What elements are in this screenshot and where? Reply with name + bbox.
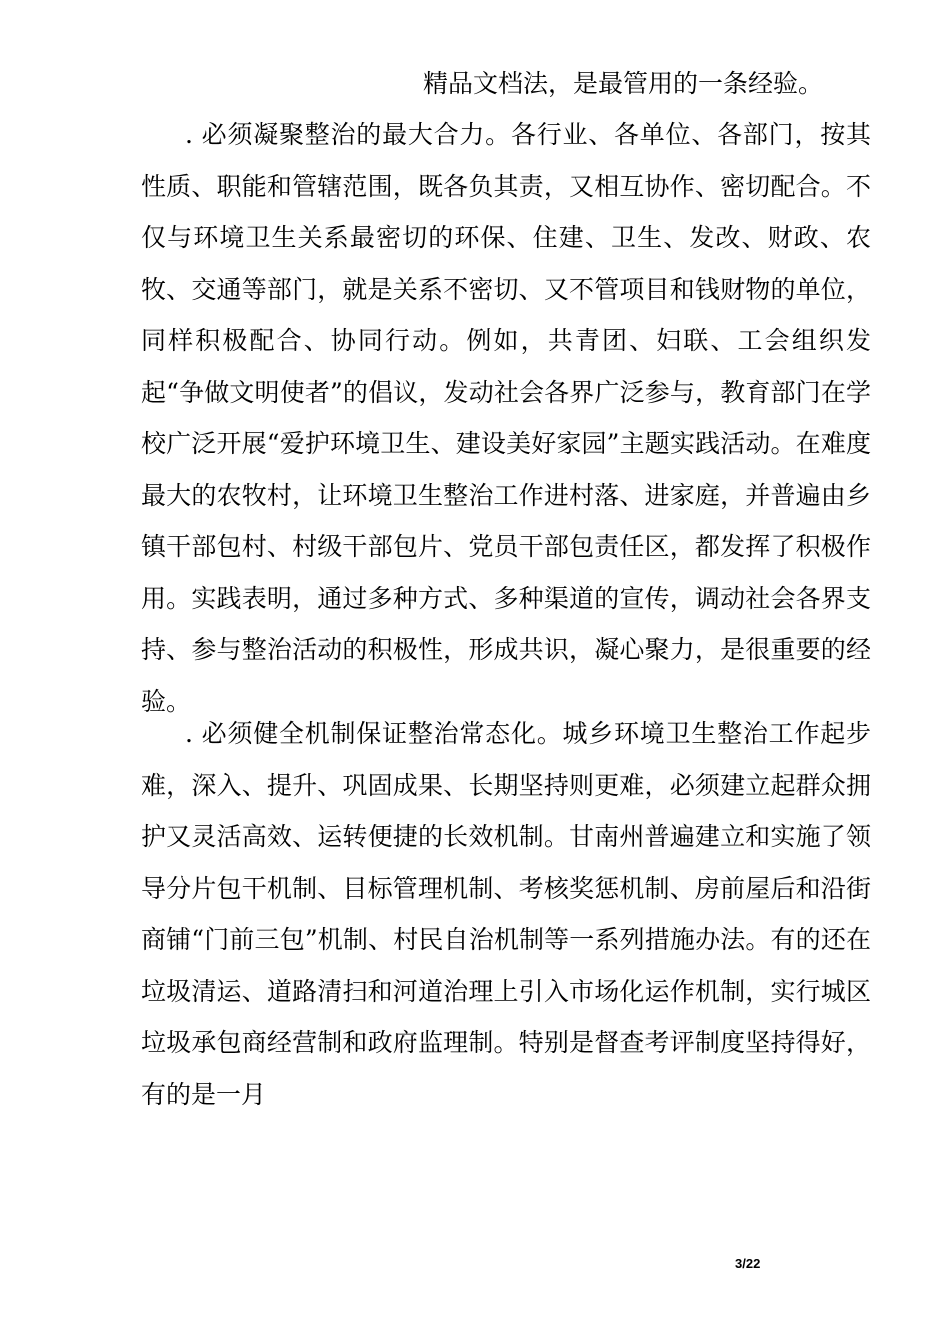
body-paragraph: . 必须健全机制保证整治常态化。城乡环境卫生整治工作起步难，深入、提升、巩固成果、长期坚持则更难，必须建立起群众拥护又灵活高效、运转便捷的长效机制。甘南州普遍建立和实施了领导分片包干机制、目标管理机制、考核奖惩机制、房前屋后和沿街商铺“门前三包”机制、村民自治机制等一系列措施办法。有的还在垃圾清运、道路清扫和河道治理上引入市场化运作机制，实行城区垃圾承包商经营制和政府监理制。特别是督查考评制度坚持得好，有的是一月 [141,719,871,1109]
continued-text-line: 精品文档法，是最管用的一条经验。 [423,69,824,98]
page-number: 3/22 [735,1256,761,1271]
body-paragraph: . 必须凝聚整治的最大合力。各行业、各单位、各部门，按其性质、职能和管辖范围，既各负其责，又相互协作、密切配合。不仅与环境卫生关系最密切的环保、住建、卫生、发改、财政、农牧、交通等部门，就是关系不密切、又不管项目和钱财物的单位，同样积极配合、协同行动。例如，共青团、妇联、工会组织发起“争做文明使者”的倡议，发动社会各界广泛参与，教育部门在学校广泛开展“爱护环境卫生、建设美好家园”主题实践活动。在难度最大的农牧村，让环境卫生整治工作进村落、进家庭，并普遍由乡镇干部包村、村级干部包片、党员干部包责任区，都发挥了积极作用。实践表明，通过多种方式、多种渠道的宣传，调动社会各界支持、参与整治活动的积极性，形成共识，凝心聚力，是很重要的经验。 [141,120,871,716]
